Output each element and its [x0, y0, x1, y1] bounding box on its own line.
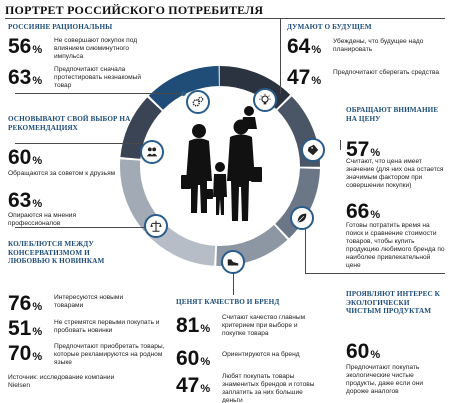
- heading-future: ДУМАЮТ О БУДУЩЕМ: [287, 23, 372, 31]
- shoe-icon: [221, 250, 245, 274]
- value-price-1: 57%: [346, 138, 381, 161]
- text-rational-1: Не совершают покупок под влиянием сиюминутного импульса: [54, 37, 138, 60]
- source-note: Источник: исследование компании Nielsen: [8, 374, 115, 389]
- text-future-1: Убеждены, что будущее надо планировать: [333, 38, 424, 53]
- connector-dot: [181, 91, 186, 96]
- text-rational-2: Предпочитают сначала протестировать незнакомый товар: [54, 66, 142, 89]
- heading-rational: РОССИЯНЕ РАЦИОНАЛЬНЫ: [8, 23, 113, 31]
- connector-price: [340, 140, 341, 150]
- value-future-2: 47%: [287, 66, 322, 89]
- leaf-icon: [290, 206, 314, 230]
- scales-icon: [144, 214, 168, 238]
- title-rule: [5, 18, 445, 19]
- text-quality-2: Ориентируются на бренд: [222, 351, 300, 358]
- connector-eco: [305, 273, 445, 274]
- text-recommend-2: Опираются на мнения профессионалов: [8, 212, 77, 227]
- page-title: ПОРТРЕТ РОССИЙСКОГО ПОТРЕБИТЕЛЯ: [5, 3, 264, 17]
- connector-future: [280, 18, 281, 94]
- heading-recommend: ОСНОВЫВАЮТ СВОЙ ВЫБОР НА РЕКОМЕНДАЦИЯХ: [8, 115, 131, 132]
- text-conservatism-1: Интересуются новыми товарами: [54, 294, 124, 309]
- value-conservatism-2: 51%: [8, 317, 43, 340]
- text-conservatism-3: Предпочитают приобретать товары, которые рекламируются на родном языке: [54, 343, 165, 366]
- text-future-2: Предпочитают сберегать средства: [333, 69, 440, 76]
- text-recommend-1: Обращаются за советом к друзьям: [8, 170, 116, 177]
- connector-rational: [15, 93, 185, 94]
- value-rational-2: 63%: [8, 66, 43, 89]
- text-quality-1: Считают качество главным критерием при выборе и покупке товара: [222, 314, 306, 337]
- heading-conservatism: КОЛЕБЛЮТСЯ МЕЖДУ КОНСЕРВАТИЗМОМ И ЛЮБОВЬЮ К НОВИНКАМ: [8, 240, 105, 266]
- heading-quality: ЦЕНЯТ КАЧЕСТВО И БРЕНД: [176, 298, 280, 306]
- connector-recommend: [15, 143, 141, 144]
- text-eco-1: Предпочитают покупать экологические чистые продукты, даже если они дороже аналогов: [346, 364, 424, 395]
- text-price-1: Считают, что цена имеет значение (для них она остается значимым фактором при совершении покупки): [346, 158, 444, 189]
- text-price-2: Готовы потратить время на поиск и сравнение стоимости товаров, чтобы купить продукцию любимого бренда по наиболее привлекательной цене: [346, 222, 445, 269]
- family-silhouette: [181, 106, 262, 221]
- value-eco-1: 60%: [346, 340, 381, 363]
- value-quality-2: 60%: [176, 347, 211, 370]
- value-recommend-1: 60%: [8, 146, 43, 169]
- connector-eco-vertical: [305, 228, 306, 273]
- value-rational-1: 56%: [8, 35, 43, 58]
- lightbulb-icon: [253, 88, 277, 112]
- value-quality-1: 81%: [176, 314, 211, 337]
- gears-icon: [186, 90, 210, 114]
- text-conservatism-2: Не стремятся первыми покупать и пробовать новинки: [54, 319, 160, 334]
- value-conservatism-1: 76%: [8, 292, 43, 315]
- heading-price: ОБРАЩАЮТ ВНИМАНИЕ НА ЦЕНУ: [346, 106, 439, 123]
- price-tag-icon: [301, 138, 325, 162]
- heading-eco: ПРОЯВЛЯЮТ ИНТЕРЕС К ЭКОЛОГИЧЕСКИ ЧИСТЫМ ПРОДУКТАМ: [346, 290, 440, 316]
- value-recommend-2: 63%: [8, 189, 43, 212]
- people-icon: [140, 140, 164, 164]
- value-quality-3: 47%: [176, 374, 211, 397]
- value-price-2: 66%: [346, 200, 381, 223]
- value-conservatism-3: 70%: [8, 342, 43, 365]
- value-future-1: 64%: [287, 35, 322, 58]
- text-quality-3: Любят покупать товары знаменитых брендов и готовы заплатить за них большие деньги: [222, 373, 315, 403]
- connector-quality: [233, 273, 234, 295]
